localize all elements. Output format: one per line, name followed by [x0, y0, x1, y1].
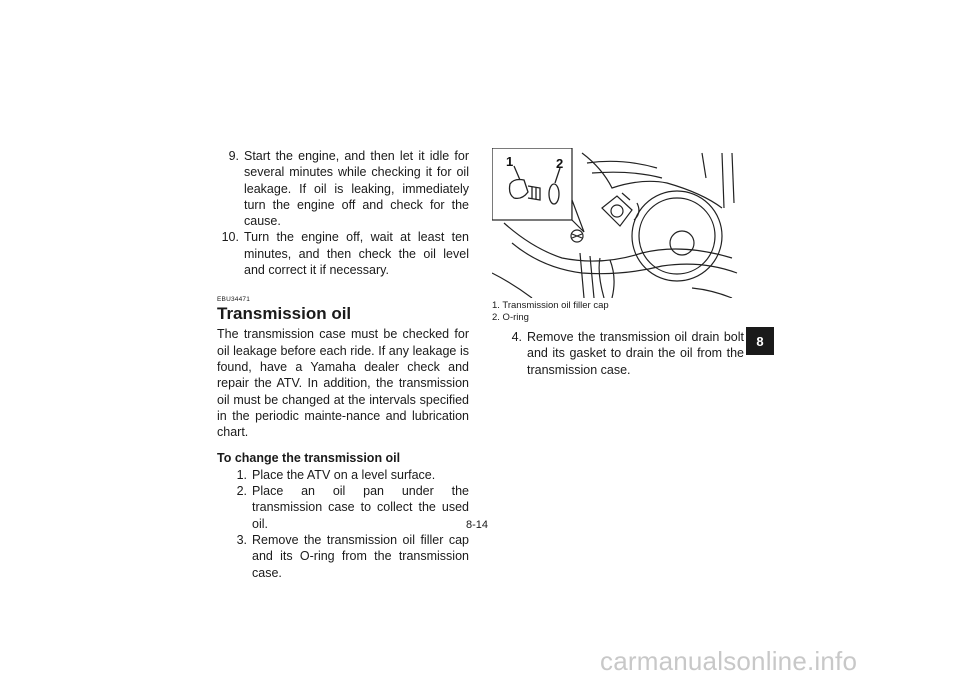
engine-illustration [492, 148, 744, 298]
step-text: Place the ATV on a level surface. [252, 467, 436, 482]
caption-1: 1. Transmission oil filler cap [492, 300, 609, 311]
step-number: 2. [236, 484, 247, 499]
step-number: 9. [228, 149, 239, 163]
step-number: 4. [511, 330, 522, 344]
step-text: Remove the transmission oil filler cap and its O-ring from the transmission case. [252, 532, 469, 580]
step-number: 1. [236, 467, 247, 482]
callout-2: 2 [556, 156, 564, 171]
section-code: EBU34471 [217, 296, 251, 304]
step-text: Turn the engine off, wait at least ten minutes, and then check the oil level and correct it if necessary. [244, 230, 469, 278]
step-number: 3. [236, 532, 247, 547]
caption-2: 2. O-ring [492, 311, 529, 323]
step-text: Start the engine, and then let it idle for several minutes while checking it for oil leakage. If oil is leaking, immediately turn the engine off and check for the cause. [244, 149, 469, 229]
step-number: 10. [221, 230, 239, 245]
figure-captions [492, 300, 744, 323]
step-9 [217, 148, 469, 229]
step-1 [225, 467, 469, 483]
step-2 [225, 483, 469, 532]
transmission-figure [492, 148, 744, 298]
step-4 [500, 329, 744, 378]
right-column [492, 148, 744, 378]
chapter-tab: 8 [746, 327, 774, 355]
left-column [217, 148, 469, 581]
step-10 [217, 229, 469, 278]
watermark: carmanualsonline.info [600, 646, 858, 676]
step-text: Place an oil pan under the transmission case to collect the used oil. [252, 484, 469, 531]
page-number: 8-14 [466, 519, 489, 531]
callout-1: 1 [506, 154, 514, 169]
step-text: Remove the transmission oil drain bolt and its gasket to drain the oil from the transmission case. [527, 330, 744, 377]
section-paragraph: The transmission case must be checked for oil leakage before each ride. If any leakage is found, have a Yamaha dealer check and repair the ATV. In addition, the transmission oil must be changed at the intervals specified in the periodic mainte-nance and lubrication chart. [217, 327, 469, 440]
subheading: To change the transmission oil [217, 451, 401, 466]
step-3 [225, 532, 469, 581]
section-heading: Transmission oil [217, 304, 352, 324]
